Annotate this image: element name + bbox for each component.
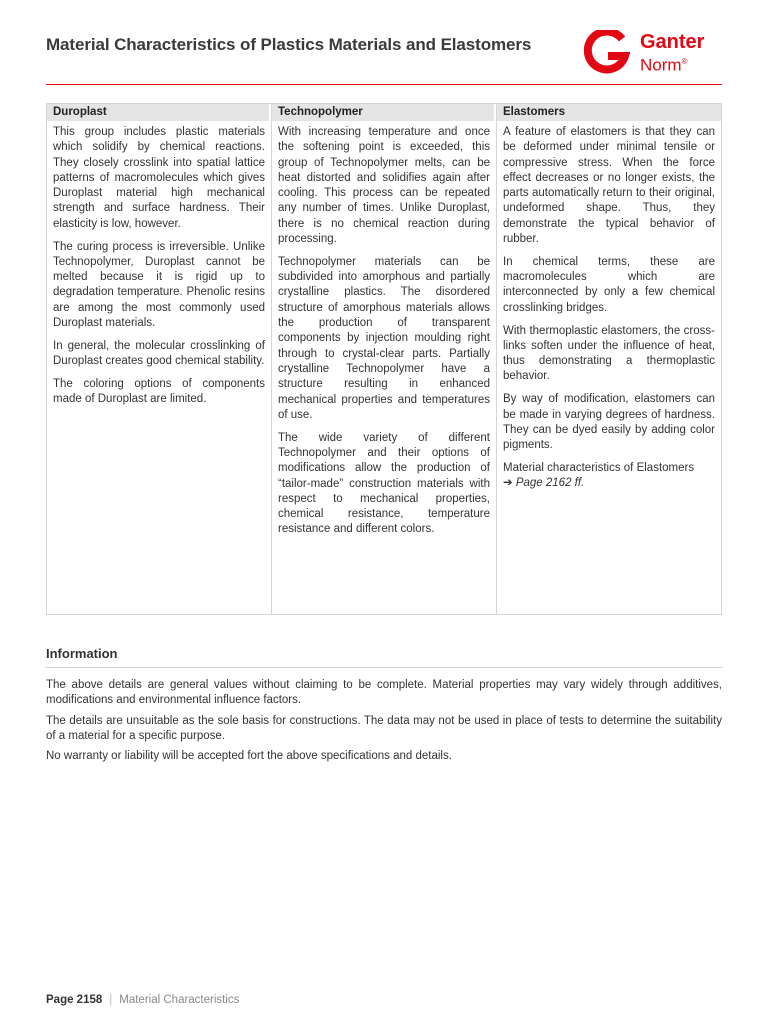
- information-heading: Information: [46, 646, 118, 661]
- paragraph: The details are unsuitable as the sole basis for constructions. The data may not be used in place of tests to determine the suitability of a material for a specific purpose.: [46, 714, 722, 742]
- paragraph: The wide variety of different Technopolymer and their options of modifications allow the production of “tailor-made” construction materials with respect to mechanical properties, chemical resistance, temperature resistance and different colors.: [278, 431, 490, 536]
- paragraph: With increasing temperature and once the softening point is exceeded, this group of Technopolymer melts, can be heat distorted and solidifies again after cooling. This process can be repeated any number of times. Unlike Duroplast, there is no chemical reaction during processing.: [278, 126, 490, 246]
- page-footer: [46, 994, 239, 1006]
- page-title: Material Characteristics of Plastics Materials and Elastomers: [46, 35, 532, 54]
- page-number: Page 2158: [46, 994, 103, 1006]
- column-heading: Elastomers: [497, 104, 721, 121]
- header-divider: [46, 84, 722, 85]
- elastomers-column: [497, 104, 721, 614]
- column-heading: Technopolymer: [272, 104, 496, 121]
- duroplast-column: [47, 104, 272, 614]
- paragraph: By way of modification, elastomers can be made in varying degrees of hardness. They can be dyed easily by adding color pigments.: [503, 393, 715, 452]
- ganter-norm-logo: [584, 30, 724, 75]
- paragraph: A feature of elastomers is that they can be deformed under minimal tensile or compressive stress. When the force effect decreases or no longer exists, the parts automatically return to their original, undeformed shape. Thus, they demonstrate the typical behavior of rubber.: [503, 126, 715, 246]
- elastomers-reference: Material characteristics of Elastomers ➔ Page 2162 ff.: [503, 461, 695, 490]
- ganter-logo-mark-icon: [584, 30, 630, 74]
- paragraph: With thermoplastic elastomers, the cross-links soften under the influence of heat, thus demonstrating a thermoplastic behavior.: [503, 324, 715, 383]
- brand-name-line1: Ganter: [640, 31, 705, 53]
- technopolymer-column: [272, 104, 497, 614]
- paragraph: The curing process is irreversible. Unlike Technopolymer, Duroplast cannot be melted because it is rigid up to degradation temperature. Phenolic resins are among the most commonly used Duroplast materials.: [53, 240, 265, 330]
- information-text: [46, 678, 722, 769]
- paragraph: In chemical terms, these are macromolecules which are interconnected by only a few chemical crosslinking bridges.: [503, 255, 715, 314]
- information-divider: [46, 667, 722, 668]
- brand-name-line2: Norm®: [640, 55, 688, 75]
- paragraph: In general, the molecular crosslinking of Duroplast creates good chemical stability.: [53, 339, 265, 368]
- materials-table: [46, 103, 722, 615]
- section-name: Material Characteristics: [119, 994, 240, 1006]
- footer-separator: |: [109, 994, 113, 1006]
- paragraph: This group includes plastic materials which solidify by chemical reactions. They closely crosslink into spatial lattice patterns of macromolecules which gives Duroplast material high mechanical strength and surface hardness. Their elasticity is low, however.: [53, 126, 265, 230]
- column-heading: Duroplast: [47, 104, 271, 121]
- paragraph: Technopolymer materials can be subdivided into amorphous and partially crystalline plastics. The disordered structure of amorphous materials allows the production of transparent components by injection moulding right through to crystal-clear parts. Partially crystalline Technopolymer have a structure resulting in enhanced mechanical properties and temperatures of use.: [278, 255, 490, 421]
- page-reference-link[interactable]: ➔ Page 2162 ff.: [503, 477, 585, 490]
- paragraph: The above details are general values without claiming to be complete. Material properties may vary widely through additives, modifications and environmental influence factors.: [46, 679, 722, 707]
- paragraph: The coloring options of components made of Duroplast are limited.: [53, 377, 265, 406]
- paragraph: No warranty or liability will be accepted fort the above specifications and details.: [46, 750, 452, 763]
